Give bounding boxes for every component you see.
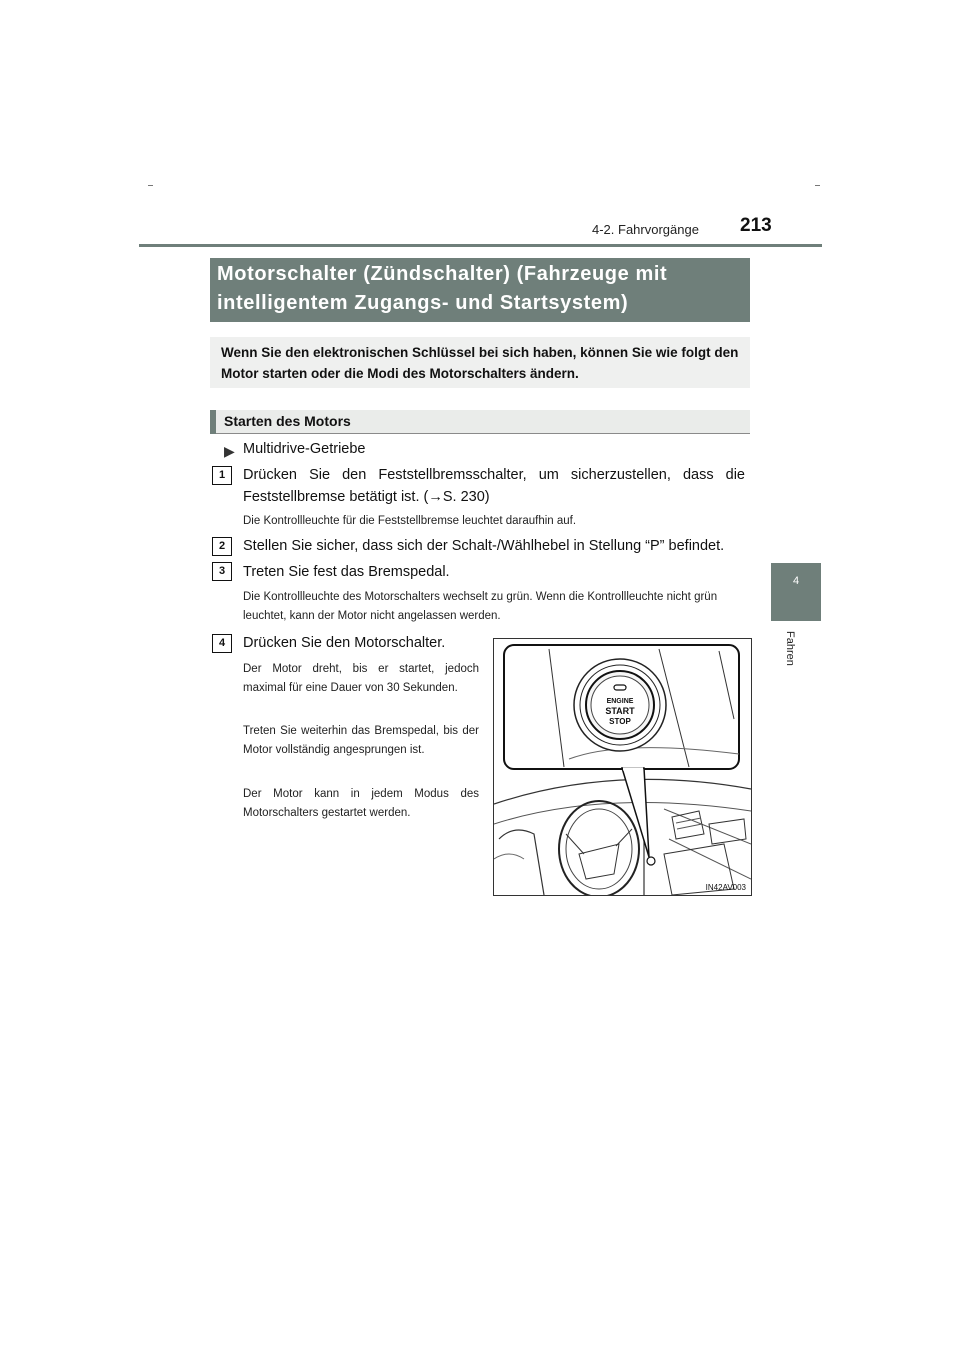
figure-code: IN42AV003 [705,883,746,892]
button-label-engine: ENGINE [606,698,634,705]
header-rule [139,244,822,247]
page-number: 213 [740,215,772,236]
step-number-1: 1 [212,466,232,485]
step-1-text: Drücken Sie den Feststellbremsschalter, um sicherzustellen, dass die Feststellbremse betätigt ist. (→S. 230) [243,467,745,505]
section-label: 4-2. Fahrvorgänge [592,222,699,237]
crop-mark-right [815,185,820,186]
step-4-note-1: Der Motor dreht, bis er startet, jedoch maximal für eine Dauer von 30 Sekunden. [243,663,479,694]
variant-label: Multidrive-Getriebe [243,441,366,457]
chapter-tab [771,563,821,621]
step-3-note: Die Kontrollleuchte des Motorschalters wechselt zu grün. Wenn die Kontrollleuchte nicht grün leuchtet, kann der Motor nicht angelassen werden. [243,591,718,622]
page-title: Motorschalter (Zündschalter) (Fahrzeuge mit intelligentem Zugangs- und Startsystem) [217,263,668,314]
chapter-number: 4 [792,575,800,587]
intro-box [210,337,750,388]
step-1-note: Die Kontrollleuchte für die Feststellbremse leuchtet daraufhin auf. [243,515,577,527]
crop-mark-left [148,185,153,186]
step-4-note-2: Treten Sie weiterhin das Bremspedal, bis der Motor vollständig angesprungen ist. [243,725,479,756]
button-label-stop: STOP [609,717,631,726]
subsection-title: Starten des Motors [224,413,351,429]
engine-switch-illustration [493,638,752,896]
intro-text: Wenn Sie den elektronischen Schlüssel bei sich haben, können Sie wie folgt den Motor starten oder die Modi des Motorschalters ändern. [221,345,739,381]
step-number-3: 3 [212,562,232,581]
step-4-text: Drücken Sie den Motorschalter. [243,635,446,651]
button-label-start: START [605,706,635,716]
dashboard-drawing [494,639,751,895]
step-4-note-3: Der Motor kann in jedem Modus des Motorschalters gestartet werden. [243,788,479,819]
chapter-label: Fahren [784,631,796,666]
step-3-text: Treten Sie fest das Bremspedal. [243,564,450,580]
step-number-4: 4 [212,634,232,653]
step-2-text: Stellen Sie sicher, dass sich der Schalt-/Wählhebel in Stellung “P” befindet. [243,538,725,554]
step-number-2: 2 [212,537,232,556]
page-title-box [210,258,750,322]
subsection-accent-bar [210,410,216,434]
subsection-header [210,410,750,434]
triangle-bullet-icon: ▶ [224,443,235,459]
